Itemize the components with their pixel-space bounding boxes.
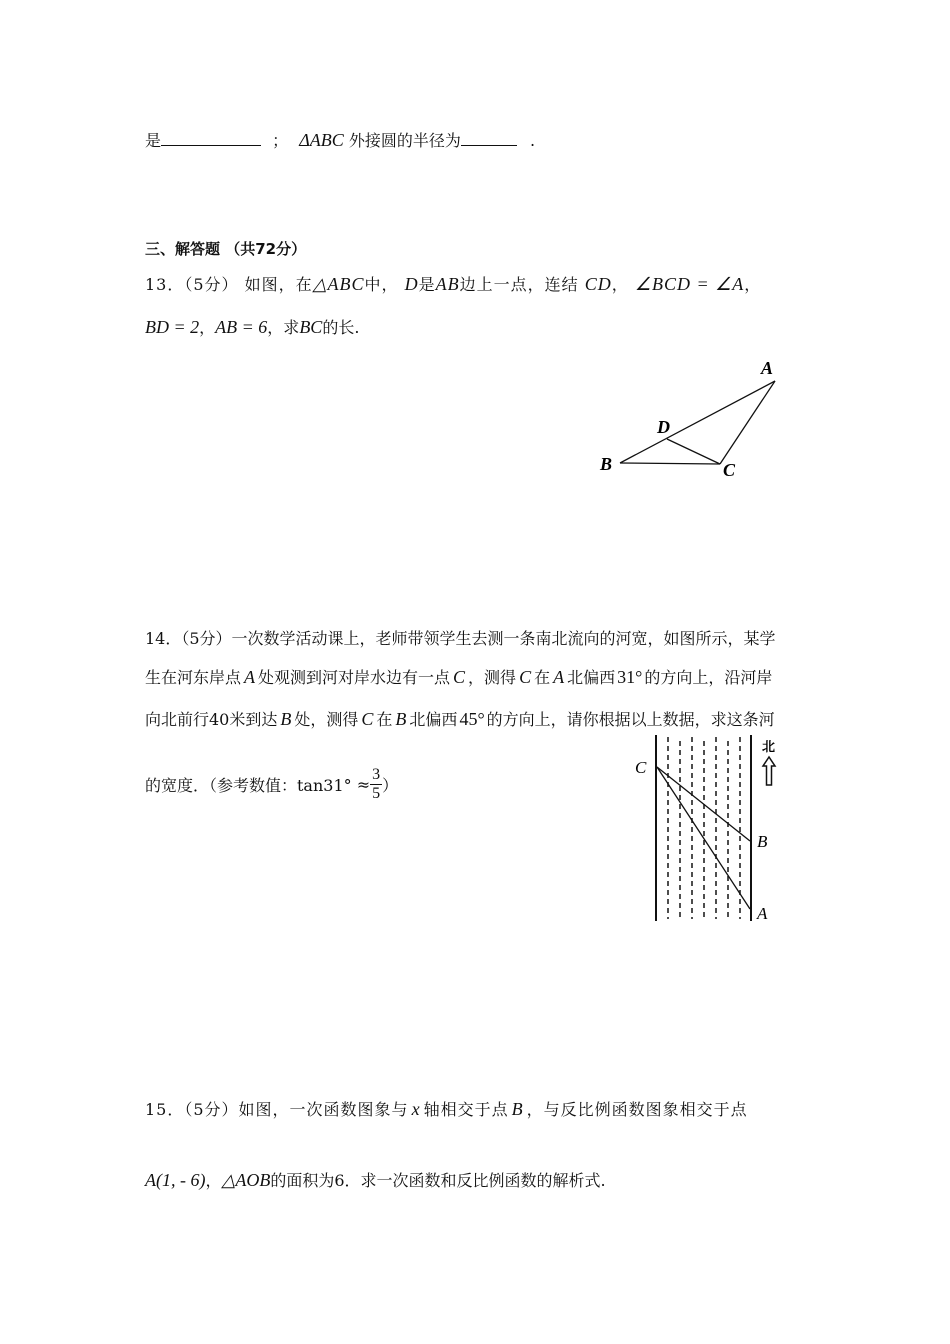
q12-text-part1: 是 — [145, 131, 162, 150]
q12-text-part2: 外接圆的半径为 — [348, 131, 461, 150]
fraction-denominator: 5 — [372, 785, 381, 802]
q13-number: 13．（5分） — [145, 275, 239, 294]
q14-math: A — [244, 667, 256, 687]
q14-text: 的宽度．（参考数值：tan31° — [145, 776, 352, 795]
q15-text: ， — [205, 1171, 222, 1190]
label-d: D — [657, 417, 670, 437]
q14-text: 的方向上，沿河岸 — [644, 668, 773, 687]
q14-line-1 — [145, 626, 776, 649]
q12-blank-2[interactable] — [461, 131, 517, 146]
q13-text: ，求 — [267, 318, 300, 337]
segment-ac — [720, 381, 775, 464]
q13-triangle-figure — [595, 355, 795, 485]
q12-blank-1[interactable] — [161, 131, 261, 146]
fraction-numerator: 3 — [372, 766, 381, 783]
q14-river-figure — [630, 733, 780, 925]
q13-text: 是 — [418, 275, 436, 294]
q14-math: B — [280, 709, 292, 729]
q15-text: 的面积为6．求一次函数和反比例函数的解析式. — [270, 1171, 606, 1190]
q14-text: 北偏西 — [567, 668, 616, 687]
segment-dc — [667, 439, 720, 464]
q14-math: A — [553, 667, 565, 687]
q13-text: 边上一点，连结 — [459, 275, 579, 294]
label-c: C — [635, 758, 647, 777]
q14-angle: 45° — [459, 709, 485, 729]
q15-text: 如图，一次函数图象与 — [238, 1100, 409, 1119]
label-a: A — [761, 358, 774, 378]
q14-angle: 31° — [617, 667, 643, 687]
q14-text: 处观测到河对岸水边有一点 — [258, 668, 451, 687]
q13-math: D — [404, 274, 419, 294]
section-title: 三、解答题 （共72分） — [145, 240, 307, 258]
north-label: 北 — [762, 740, 776, 755]
q13-text: ， — [744, 275, 762, 294]
q15-line-2 — [145, 1168, 606, 1191]
q12-answer-line — [145, 128, 535, 151]
q14-text: 一次数学活动课上，老师带领学生去测一条南北流向的河宽，如图所示，某学 — [231, 629, 776, 648]
q14-text: 在 — [534, 668, 551, 687]
q13-text: 的长. — [322, 318, 360, 337]
q14-text: 北偏西 — [409, 710, 458, 729]
q14-number: 14．（5分） — [145, 629, 232, 648]
label-c: C — [723, 460, 736, 480]
q14-text: 向北前行40米到达 — [145, 710, 278, 729]
q13-math: △ABC — [312, 274, 365, 294]
north-arrow-icon — [763, 757, 775, 785]
q15-math: △AOB — [221, 1170, 271, 1190]
label-b: B — [757, 832, 768, 851]
q13-math: CD — [584, 274, 612, 294]
q14-fraction — [370, 766, 382, 803]
q14-text: ） — [382, 776, 399, 795]
label-a: A — [757, 904, 768, 923]
q14-line-3 — [145, 707, 775, 730]
q13-math: BC — [299, 317, 323, 337]
q15-math: x — [411, 1099, 421, 1119]
q15-math: B — [511, 1099, 524, 1119]
q12-separator: ； — [272, 131, 289, 150]
q12-end: . — [529, 131, 536, 150]
q13-line-2 — [145, 315, 359, 338]
q15-text: 轴相交于点 — [423, 1100, 509, 1119]
q13-math: ∠BCD = ∠A — [634, 274, 745, 294]
q14-math: C — [453, 667, 466, 687]
q12-triangle: ΔABC — [299, 130, 344, 150]
q14-text: ，测得 — [468, 668, 517, 687]
q13-math: BD = 2 — [145, 317, 200, 337]
q14-approx: ≈ — [356, 775, 371, 794]
q14-math: C — [361, 709, 374, 729]
q14-line-4 — [145, 766, 398, 803]
q14-text: 生在河东岸点 — [145, 668, 242, 687]
q14-text: 的方向上，请你根据以上数据，求这条河 — [486, 710, 775, 729]
q13-math: AB = 6 — [215, 317, 268, 337]
segment-ba — [620, 381, 775, 463]
q15-number: 15．（5分） — [145, 1100, 239, 1119]
q15-math: A(1, - 6) — [145, 1170, 206, 1190]
q13-text: ， — [611, 275, 629, 294]
segment-bc — [620, 463, 720, 464]
q14-line-2 — [145, 665, 772, 688]
q13-text: ， — [199, 318, 216, 337]
q14-math: B — [395, 709, 407, 729]
q14-text: 处，测得 — [294, 710, 359, 729]
q15-line-1 — [145, 1097, 748, 1120]
q13-line-1 — [145, 272, 761, 295]
river-water-dashes — [668, 737, 740, 919]
q15-text: ，与反比例函数图象相交于点 — [526, 1100, 748, 1119]
q13-text: 如图，在 — [244, 275, 313, 294]
q14-text: 在 — [376, 710, 393, 729]
q13-text: 中， — [364, 275, 399, 294]
q13-math: AB — [435, 274, 460, 294]
q14-math: C — [519, 667, 532, 687]
label-b: B — [600, 454, 613, 474]
